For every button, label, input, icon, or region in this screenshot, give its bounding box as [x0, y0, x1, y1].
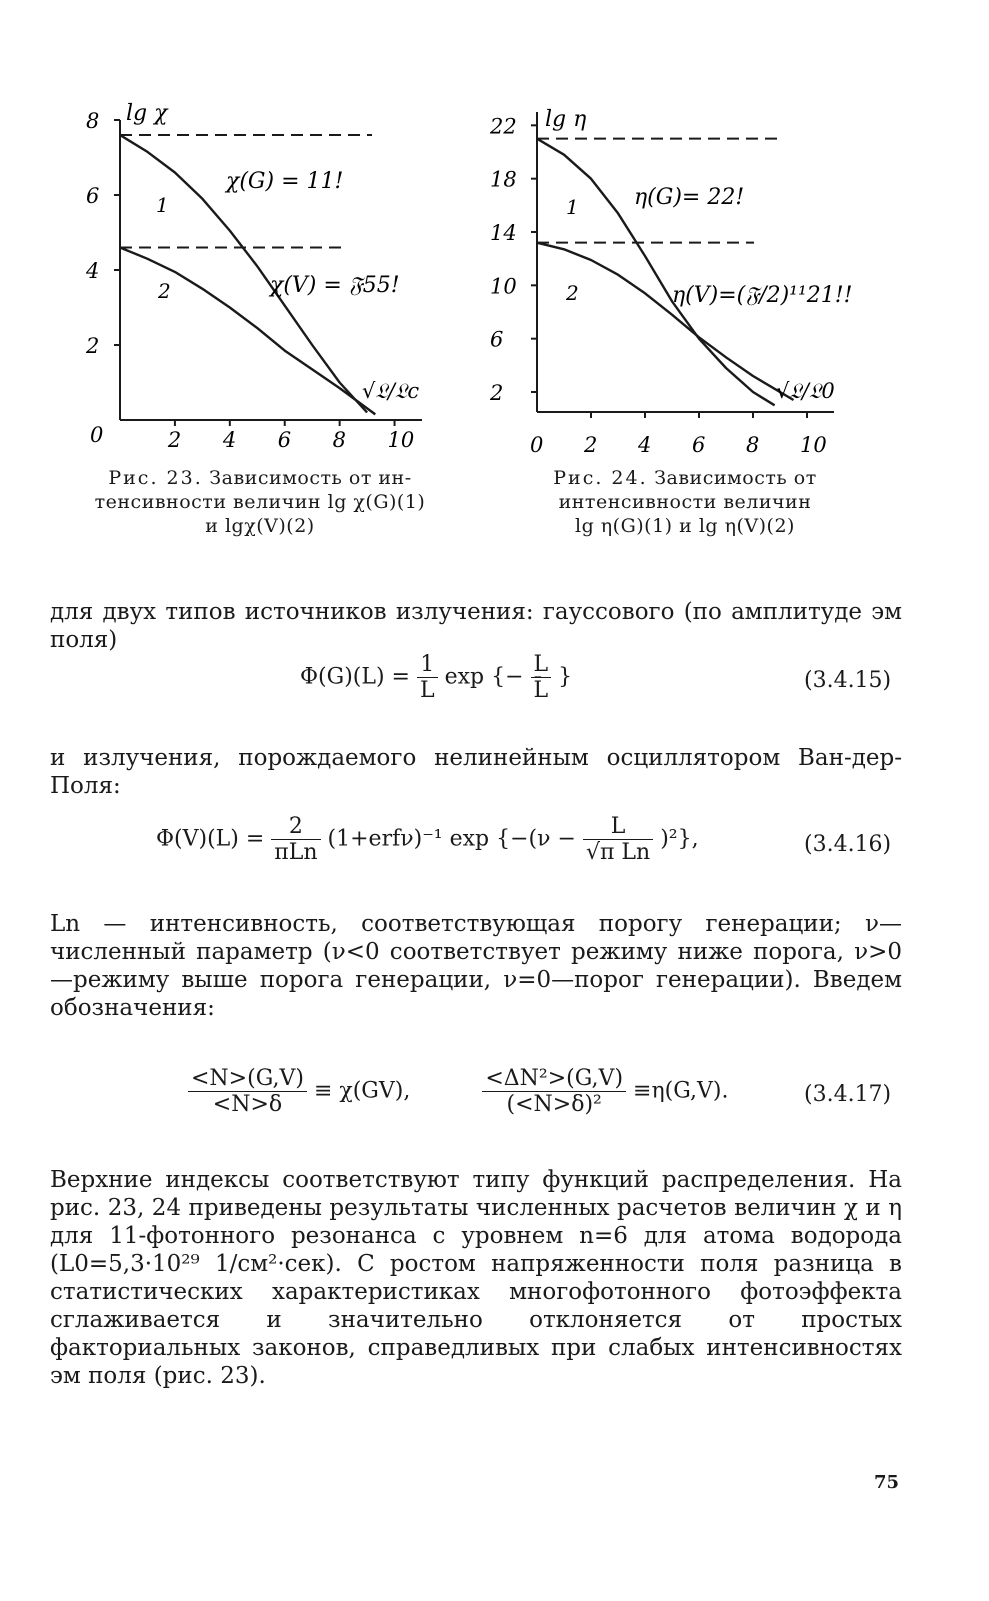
eq16-fraction-2 [583, 814, 653, 865]
eq15-fraction [417, 652, 438, 703]
eq16-den: πLn [274, 840, 318, 865]
fig23-y-tick-label: 2 [86, 334, 100, 358]
fig24-x-tick-label: 8 [746, 433, 760, 457]
eq16-den2: √π Ln [585, 840, 651, 865]
fig24-annotation-lower: η(V)=(𝔉/2)¹¹21!! [672, 283, 853, 308]
eq17-fraction-1 [188, 1066, 307, 1117]
eq15-den2: L̄ [533, 678, 549, 703]
fig24-x-tick-label: 4 [638, 433, 652, 457]
fig23-annotation-lower: χ(V) = 𝔉55! [270, 273, 400, 298]
eq16-mid: (1+erfν)⁻¹ exp {−(ν − [327, 826, 576, 852]
eq16-num2: L [583, 814, 653, 840]
paragraph-4: Верхние индексы соответствуют типу функций распределения. На рис. 23, 24 приведены результаты численных расчетов величин χ и η для 11-фотонного резонанса с уровнем n=6 для атома водорода (L0=5,3·10²⁹ 1/см²·сек). С ростом напряженности поля разница в статистических характеристиках многофотонного фотоэффекта сглаживается и значительно отклоняется от простых факториальных законов, справедливых при слабых интенсивностях эм поля (рис. 23). [50, 1167, 902, 1389]
eq15-den: L [419, 678, 435, 703]
eq17-den1: <N>δ [212, 1092, 283, 1117]
equation-3-4-15 [300, 652, 572, 703]
fig23-caption-line1: Зависимость от ин- [209, 467, 412, 489]
fig24-caption-line1: Зависимость от [654, 467, 817, 489]
fig23-curve-label-1: 1 [156, 193, 169, 217]
eq17-num1: <N>(G,V) [188, 1066, 307, 1092]
fig24-x-ticks [530, 412, 827, 457]
eq15-lhs: Φ(G)(L) = [300, 664, 410, 690]
fig24-y-tick-label: 22 [490, 114, 517, 139]
eq15-number: (3.4.15) [804, 668, 892, 693]
paragraph-3: Ln — интенсивность, соответствующая порогу генерации; ν— численный параметр (ν<0 соответствует режиму ниже порога, ν>0—режиму выше порога генерации, ν=0—порог генерации). Введем обозначения: [50, 911, 902, 1021]
eq16-num: 2 [271, 814, 320, 840]
eq16-fraction [271, 814, 320, 865]
fig24-caption-line2: интенсивности величин [558, 491, 812, 513]
equation-3-4-16 [156, 814, 699, 865]
paragraph-1: для двух типов источников излучения: гауссового (по амплитуде эм поля) [50, 599, 902, 653]
eq17-rhs1: ≡ χ(GV), [313, 1078, 411, 1104]
eq15-num2: L [531, 652, 552, 678]
fig23-x-tick-label: 10 [387, 428, 415, 452]
fig24-y-tick-label: 14 [490, 221, 517, 245]
eq17-num2: <ΔN²>(G,V) [482, 1066, 626, 1092]
fig23-y-tick-label: 6 [86, 184, 100, 208]
fig24-series-line-2 [537, 243, 794, 400]
eq16-close: )²}, [660, 826, 699, 852]
fig24-caption [520, 466, 850, 538]
fig24-x-tick-label: 10 [800, 433, 827, 457]
fig24-y-tick-label: 18 [490, 167, 517, 192]
fig24-y-tick-label: 6 [490, 327, 504, 352]
eq15-num: 1 [417, 652, 438, 678]
fig23-annotation-upper: χ(G) = 11! [226, 169, 344, 194]
fig24-curve-label-2: 2 [566, 281, 579, 305]
fig23-x-tick-label: 8 [332, 428, 347, 452]
fig24-annotation-upper: η(G)= 22! [634, 185, 745, 210]
eq17-rhs2: ≡η(G,V). [633, 1078, 729, 1104]
fig24-curve-label-1: 1 [566, 195, 579, 219]
fig24-y-tick-label: 10 [490, 274, 517, 299]
eq15-close: } [558, 664, 573, 690]
eq17-den2: (<N>δ)² [506, 1092, 602, 1117]
fig24-caption-lead: Рис. 24. [553, 467, 648, 489]
fig24-y-tick-label: 2 [490, 381, 504, 405]
fig24-x-tick-label: 6 [692, 433, 706, 457]
fig24-y-axis-label: lg η [545, 107, 587, 132]
eq17-fraction-2 [482, 1066, 626, 1117]
fig24-caption-line3: lg η(G)(1) и lg η(V)(2) [575, 515, 795, 537]
equation-3-4-17 [188, 1066, 728, 1117]
fig23-x-tick-label: 6 [277, 428, 292, 452]
fig23-y-tick-label: 8 [86, 109, 100, 133]
fig24-x-tick-label: 2 [584, 433, 598, 457]
eq16-lhs: Φ(V)(L) = [156, 826, 265, 852]
page-number: 75 [874, 1472, 900, 1493]
eq15-fraction-2 [531, 652, 552, 703]
fig24-axes [537, 112, 834, 412]
fig23-curve-label-2: 2 [158, 279, 171, 303]
fig23-x-tick-label: 4 [222, 428, 237, 452]
fig23-y-tick-label: 4 [86, 259, 100, 283]
fig24-x-axis-label: √𝔏/𝔏0 [776, 379, 835, 403]
eq16-number: (3.4.16) [804, 832, 892, 857]
fig24-y-ticks [489, 114, 537, 405]
fig23-caption-lead: Рис. 23. [108, 467, 203, 489]
eq17-number: (3.4.17) [804, 1082, 892, 1107]
fig23-x-axis-label: √𝔏/𝔏c [362, 379, 420, 403]
eq15-exp: exp {− [444, 664, 524, 690]
fig23-y-tick-label: 0 [90, 423, 104, 447]
fig23-caption [60, 466, 460, 538]
fig24-x-tick-label: 0 [530, 433, 544, 457]
fig23-caption-line3: и lgχ(V)(2) [205, 515, 315, 537]
fig23-x-tick-label: 2 [167, 428, 182, 452]
fig23-caption-line2: тенсивности величин lg χ(G)(1) [94, 491, 426, 513]
fig24-series [537, 139, 794, 406]
paragraph-2: и излучения, порождаемого нелинейным осциллятором Ван-дер-Поля: [50, 745, 902, 799]
fig23-y-axis-label: lg χ [126, 101, 168, 126]
